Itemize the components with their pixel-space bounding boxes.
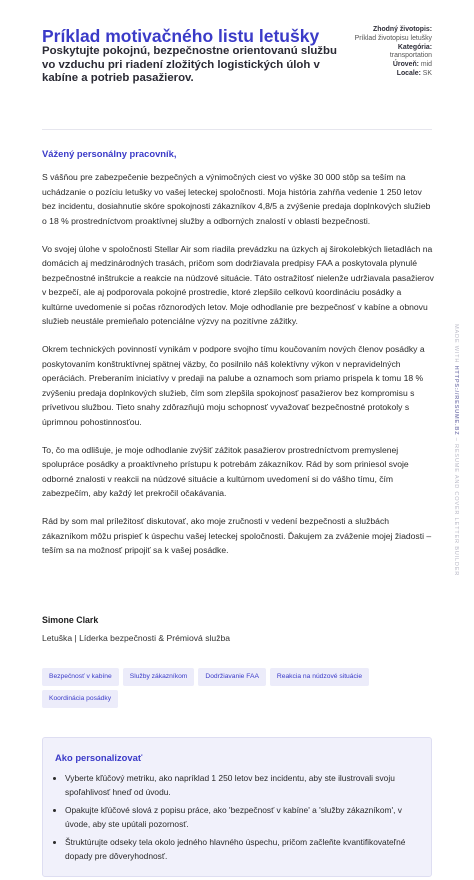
page-subtitle: Poskytujte pokojnú, bezpečnostne orientovanú službu vo vzduchu pri riadení zložitých logistických úloh v kabíne a potrieb pasažierov.: [42, 45, 337, 84]
meta-locale-value: SK: [422, 69, 432, 77]
meta-level-label: Úroveň:: [392, 61, 419, 69]
letter-paragraph: To, čo ma odlišuje, je moje odhodlanie zvýšiť zážitok pasažierov prostredníctvom premyslenej spolupráce posádky a proaktívneho prístupu k potrebám zákazníkov. Rád by som priniesol svoje odborné znalosti v reakcii na núdzové situácie a kultúrnom uvedomení si do vášho tímu, čím zabezpečím, aby každý let prekročil očakávania.: [42, 444, 409, 498]
meta-match-label: Zhodný životopis:: [373, 26, 432, 33]
letter-paragraph: Rád by som mal príležitosť diskutovať, ako moje zručnosti v vedení bezpečnosti a službách zákazníkom môžu prispieť k úspechu vašej leteckej spoločnosti. Ďakujem za zváženie mojej žiadosti – teším sa na možnosť pripojiť sa k vašej posádke.: [42, 516, 432, 555]
side-credit-link[interactable]: HTTPS://RESUME.BZ: [453, 365, 459, 436]
header-divider: [42, 129, 432, 130]
letter-paragraph: Vo svojej úlohe v spoločnosti Stellar Air som riadila prevádzku na úzkych aj širokolebkých lietadlách na domácich aj medzinárodných trasách, pričom som dodržiavala predpisy FAA a poskytovala plynulé bezpečnostné inštrukcie a reakcie na núdzové situácie. Táto ostražitosť nielenže udržiavala pasažierov v bezpečí, ale aj podporovala pokojné prostredie, ktoré zlepšilo celkovú koordináciu posádky a kultúrne uvedomenie si počas rôznorodých letov. Moje odhodlanie pre bezpečnosť v kabíne a obnovu služieb neustále premieňalo potenciálne výzvy na pozitívne zážitky.: [42, 243, 434, 326]
meta-category-value: transportation: [389, 52, 432, 60]
letter-greeting: Vážený personálny pracovník,: [42, 148, 177, 159]
meta-category-label: Kategória:: [397, 43, 432, 51]
skill-tags: [42, 668, 382, 712]
meta-locale-label: Locale:: [396, 69, 421, 77]
tip-item: • Opakujte kľúčové slová z popisu práce, ako 'bezpečnosť v kabíne' a 'služby zákazníkom', v úvode, aby ste upútali pozornosť.: [65, 803, 425, 831]
side-credit-suffix: – RESUME AND COVER LETTER BUILDER: [453, 435, 459, 577]
page-title: Príklad motivačného listu letušky: [42, 26, 320, 46]
skill-tag: Koordinácia posádky: [42, 690, 118, 708]
personalize-tips-box: [42, 737, 432, 877]
skill-tag: Dodržiavanie FAA: [198, 668, 266, 686]
page-header: [42, 24, 432, 106]
meta-match-link[interactable]: Príklad životopisu letušky: [354, 34, 432, 42]
skill-tag: Služby zákazníkom: [123, 668, 195, 686]
tips-list: [53, 771, 425, 867]
skill-tag: Reakcia na núdzové situácie: [270, 668, 369, 686]
side-credit: [453, 324, 459, 577]
signature-name: Simone Clark: [42, 615, 99, 625]
meta-panel: [352, 26, 432, 79]
signature-role: Letuška | Líderka bezpečnosti & Prémiová služba: [42, 633, 231, 643]
meta-level-value: mid: [420, 61, 432, 69]
letter-paragraph: Okrem technických povinností vynikám v podpore svojho tímu koučovaním nových členov posádky a poskytovaním konštruktívnej spätnej väzby, čo posilnilo náš kolektívny výkon v nepravidelných operáciách. Preberaním iniciatívy v predaji na palube a oznamoch som priamo prispela k tomu 18 % zvýšeniu predaja doplnkových služieb, čím som zlepšila spokojnosť pasažierov bez kompromisu s prívetivou službou. Tieto snahy zdôrazňujú moju schopnosť vyvažovať bezpečnostné protokoly s úprimnou pohostinnosťou.: [42, 344, 425, 427]
letter-paragraph: S vášňou pre zabezpečenie bezpečných a výnimočných ciest vo výške 30 000 stôp sa teším na uchádzanie o pozíciu letušky vo vašej leteckej spoločnosti. Moja história zahŕňa vedenie 1 250 letov bez incidentu, dosiahnutie skóre spokojnosti zákazníkov 4,8/5 a zvýšenie predaja doplnkových služieb o 18 % prostredníctvom proaktívnej služby a odborných znalostí v oblasti bezpečnosti.: [42, 172, 431, 226]
tip-item: • Štruktúrujte odseky tela okolo jedného hlavného úspechu, pričom začleňte kvantifikovateľné dopady pre dôveryhodnosť.: [65, 835, 425, 863]
side-credit-prefix: MADE WITH: [453, 324, 459, 366]
letter-body: [42, 170, 434, 571]
cover-letter-page: [42, 24, 434, 862]
skill-tag: Bezpečnosť v kabíne: [42, 668, 119, 686]
tip-item: • Vyberte kľúčový metriku, ako napríklad 1 250 letov bez incidentu, aby ste ilustrovali svoju spoľahlivosť hneď od úvodu.: [65, 771, 425, 799]
tips-title: Ako personalizovať: [55, 752, 143, 763]
